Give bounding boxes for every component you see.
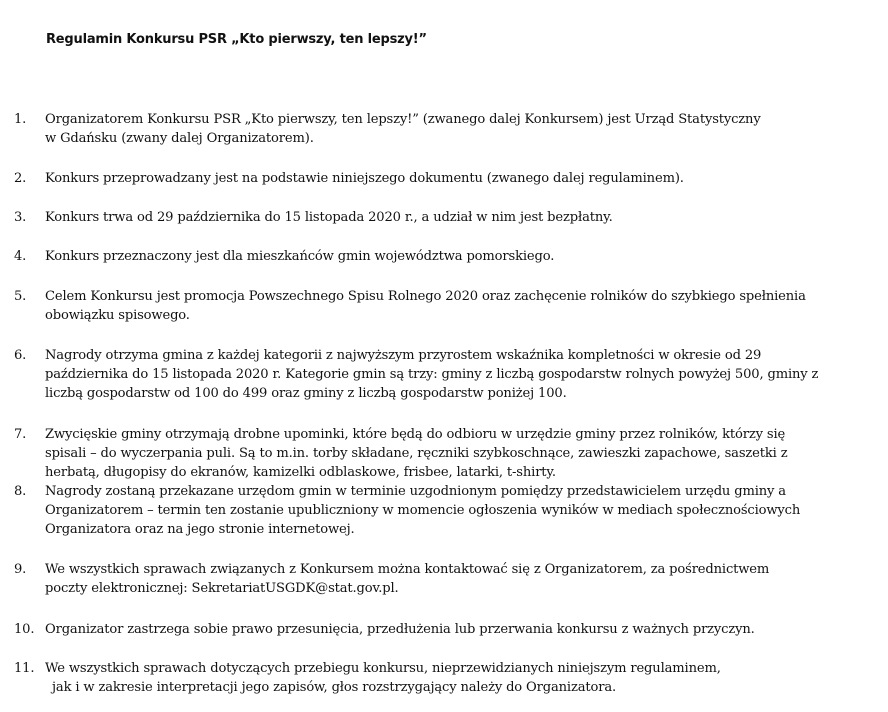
regulation-item-4 <box>14 247 878 266</box>
item-line: obowiązku spisowego. <box>45 308 190 323</box>
item-line: We wszystkich sprawach dotyczących przebiegu konkursu, nieprzewidzianych niniejszym regulaminem, <box>45 661 721 676</box>
item-text <box>45 247 878 266</box>
item-line: Organizatora oraz na jego stronie internetowej. <box>45 522 355 537</box>
regulation-item-9 <box>14 560 878 598</box>
item-line: Zwycięskie gminy otrzymają drobne upominki, które będą do odbioru w urzędzie gminy przez rolników, którzy się <box>45 427 786 442</box>
item-number: 10. <box>14 622 35 637</box>
item-line: Nagrody zostaną przekazane urzędom gmin w terminie uzgodnionym pomiędzy przedstawicielem urzędu gminy a <box>45 484 786 499</box>
item-line: Organizator zastrzega sobie prawo przesunięcia, przedłużenia lub przerwania konkursu z ważnych przyczyn. <box>45 622 755 637</box>
item-number: 2. <box>14 171 27 186</box>
regulation-item-1 <box>14 110 878 148</box>
item-line: herbatą, długopisy do ekranów, kamizelki odblaskowe, frisbee, latarki, t-shirty. <box>45 465 556 480</box>
item-line: liczbą gospodarstw od 100 do 499 oraz gminy z liczbą gospodarstw poniżej 100. <box>45 386 567 401</box>
regulation-item-5 <box>14 287 878 325</box>
item-line: Konkurs przeznaczony jest dla mieszkańców gmin województwa pomorskiego. <box>45 249 555 264</box>
item-line: Organizatorem Konkursu PSR „Kto pierwszy, ten lepszy!” (zwanego dalej Konkursem) jest Urząd Statystyczny <box>45 112 761 127</box>
regulation-item-7 <box>14 425 878 482</box>
item-line: We wszystkich sprawach związanych z Konkursem można kontaktować się z Organizatorem, za pośrednictwem <box>45 562 770 577</box>
item-text <box>45 482 878 539</box>
regulation-item-2 <box>14 169 878 188</box>
item-text <box>45 287 878 325</box>
item-line: Konkurs trwa od 29 października do 15 listopada 2020 r., a udział w nim jest bezpłatny. <box>45 210 613 225</box>
item-text <box>45 110 878 148</box>
item-line: spisali – do wyczerpania puli. Są to m.in. torby składane, ręczniki szybkoschnące, zawieszki zapachowe, saszetki z <box>45 446 788 461</box>
item-number: 6. <box>14 348 27 363</box>
item-text <box>45 659 878 697</box>
item-number: 3. <box>14 210 27 225</box>
item-text <box>45 169 878 188</box>
item-text <box>45 560 878 598</box>
item-number: 7. <box>14 427 27 442</box>
regulation-item-3 <box>14 208 878 227</box>
item-number: 1. <box>14 112 27 127</box>
item-number: 9. <box>14 562 27 577</box>
item-text <box>45 620 878 639</box>
item-line: Celem Konkursu jest promocja Powszechnego Spisu Rolnego 2020 oraz zachęcenie rolników do szybkiego spełnienia <box>45 289 806 304</box>
regulation-item-11 <box>14 659 878 697</box>
document-title: Regulamin Konkursu PSR „Kto pierwszy, ten lepszy!” <box>46 32 427 47</box>
regulation-item-6 <box>14 346 878 403</box>
item-number: 4. <box>14 249 27 264</box>
item-text <box>45 208 878 227</box>
item-line: poczty elektronicznej: SekretariatUSGDK@stat.gov.pl. <box>45 581 399 596</box>
item-line: Konkurs przeprowadzany jest na podstawie niniejszego dokumentu (zwanego dalej regulaminem). <box>45 171 684 186</box>
regulation-item-10 <box>14 620 878 639</box>
item-text <box>45 425 878 482</box>
item-number: 8. <box>14 484 27 499</box>
item-number: 5. <box>14 289 27 304</box>
item-line: Nagrody otrzyma gmina z każdej kategorii z najwyższym przyrostem wskaźnika kompletności w okresie od 29 <box>45 348 762 363</box>
regulation-item-8 <box>14 482 878 539</box>
item-line: w Gdańsku (zwany dalej Organizatorem). <box>45 131 314 146</box>
item-number: 11. <box>14 661 35 676</box>
item-line: jak i w zakresie interpretacji jego zapisów, głos rozstrzygający należy do Organizatora. <box>52 680 616 695</box>
item-line: Organizatorem – termin ten zostanie upubliczniony w momencie ogłoszenia wyników w mediach społecznościowych <box>45 503 801 518</box>
item-line: października do 15 listopada 2020 r. Kategorie gmin są trzy: gminy z liczbą gospodarstw rolnych powyżej 500, gminy z <box>45 367 819 382</box>
item-text <box>45 346 878 403</box>
